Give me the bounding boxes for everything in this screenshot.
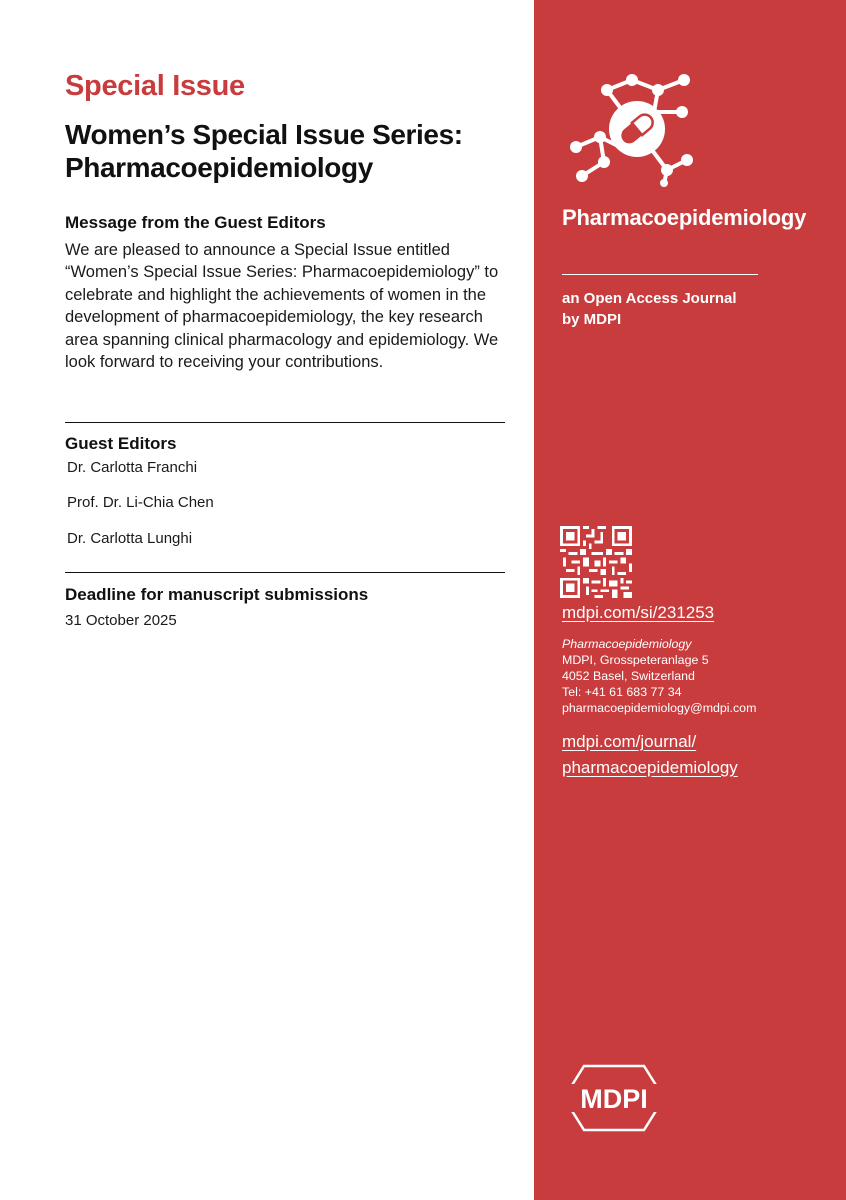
- guest-editors-heading: Guest Editors: [65, 434, 177, 453]
- publisher-line: by MDPI: [562, 311, 622, 328]
- divider: [65, 422, 505, 423]
- open-access-note: [562, 288, 822, 330]
- open-access-line: an Open Access Journal: [562, 290, 737, 307]
- contact-address: [562, 636, 756, 716]
- journal-link-line[interactable]: pharmacoepidemiology: [562, 758, 738, 777]
- mdpi-logo-icon: [558, 1062, 670, 1134]
- qr-code-icon[interactable]: [560, 526, 632, 598]
- guest-editor-name: Prof. Dr. Li-Chia Chen: [67, 494, 214, 511]
- address-tel: Tel: +41 61 683 77 34: [562, 685, 682, 699]
- deadline-date: 31 October 2025: [65, 612, 177, 629]
- journal-sidebar: [534, 0, 846, 1200]
- message-body: We are pleased to announce a Special Issue entitled “Women’s Special Issue Series: Pharmacoepidemiology” to celebrate and highlight the achievements of women in the development of pharmacoepidemiology, the key research area spanning clinical pharmacology and epidemiology. We look forward to receiving your contributions.: [65, 241, 499, 372]
- journal-name: Pharmacoepidemiology: [562, 205, 807, 230]
- deadline-heading: Deadline for manuscript submissions: [65, 585, 369, 604]
- issue-title: Women’s Special Issue Series: Pharmacoepidemiology: [65, 119, 463, 183]
- address-publisher: MDPI, Grosspeteranlage 5: [562, 653, 709, 667]
- message-heading: Message from the Guest Editors: [65, 213, 326, 232]
- mdpi-logo-text: MDPI: [580, 1084, 648, 1114]
- address-journal: Pharmacoepidemiology: [562, 637, 692, 651]
- molecule-pill-icon: [562, 72, 702, 187]
- journal-link[interactable]: [562, 729, 738, 781]
- special-issue-link[interactable]: mdpi.com/si/231253: [562, 603, 715, 622]
- sidebar-divider: [562, 274, 758, 275]
- address-email[interactable]: pharmacoepidemiology@mdpi.com: [562, 701, 757, 715]
- special-issue-label: Special Issue: [65, 70, 245, 102]
- address-city: 4052 Basel, Switzerland: [562, 669, 695, 683]
- guest-editor-name: Dr. Carlotta Franchi: [67, 459, 198, 476]
- divider: [65, 572, 505, 573]
- journal-link-line[interactable]: mdpi.com/journal/: [562, 732, 697, 751]
- guest-editor-name: Dr. Carlotta Lunghi: [67, 530, 193, 547]
